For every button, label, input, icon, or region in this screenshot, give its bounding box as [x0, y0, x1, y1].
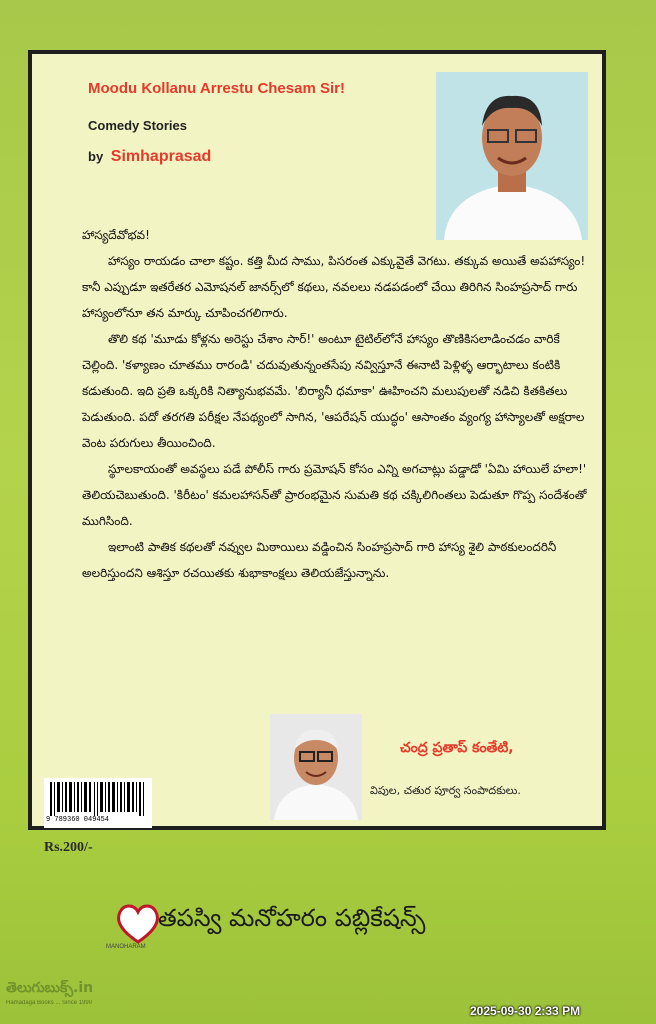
blurb-paragraph-1: హాస్యం రాయడం చాలా కష్టం. కత్తి మీద సాము, పిసరంత ఎక్కువైతే వెగటు. తక్కువ అయితే అపహాస్యం! కానీ ఎప్పుడూ ఇతరేతర ఎమోషనల్ జానర్స్‌లో కథలు, నవలలు నడపడంలో చేయి తిరిగిన సింహప్రసాద్ గారు హాస్యంలోనూ తన మార్కు చూపించగలిగారు.	[82, 254, 586, 320]
price-label: Rs.200/-	[44, 840, 93, 855]
blurb-paragraph-2: తొలి కథ 'మూడు కోళ్లను అరెస్టు చేశాం సార్!' అంటూ టైటిల్‌లోనే హాస్యం తొణికిసలాడించడం వారికే చెల్లింది. 'కళ్యాణం చూతము రారండి' చదువుతున్నంతసేపు నవ్విస్తూనే ఈనాటి పెళ్లిళ్ళ ఆర్భాటాలు కంటికి కడుతుంది. ఇది ప్రతి ఒక్కరికి నిత్యానుభవమే. 'బిర్యానీ ధమాకా' ఊహించని మలుపులతో నడిచి కితకితలు పెడుతుంది. పదో తరగతి పరీక్షల నేపథ్యంలో సాగిన, 'ఆపరేషన్ యుద్ధం' ఆసాంతం వ్యంగ్య హాస్యాలతో అక్షరాల వెంట పరుగులు తీయించింది.	[82, 332, 585, 450]
editor-photo	[270, 714, 362, 820]
book-title: Moodu Kollanu Arrestu Chesam Sir!	[88, 80, 345, 97]
signature-role: విపుల, చతుర పూర్వ సంపాదకులు.	[370, 784, 521, 797]
photo-timestamp: 2025-09-30 2:33 PM	[470, 1004, 581, 1018]
blurb-heading: హాస్యదేవోభవ!	[82, 228, 150, 242]
back-cover-panel	[28, 50, 606, 830]
author-photo	[436, 72, 588, 240]
isbn-number: 9 789360 049454	[46, 816, 110, 824]
watermark: తెలుగుబుక్స్.in	[6, 980, 94, 996]
signature-name: చంద్ర ప్రతాప్ కంతేటి,	[400, 740, 514, 756]
watermark-sub: Hamadaga Books ... Since 1990	[6, 1000, 93, 1006]
author-name: Simhaprasad	[110, 148, 212, 165]
blurb-paragraph-4: ఇలాంటి పాతిక కథలతో నవ్వుల మిఠాయిలు వడ్డించిన సింహప్రసాద్ గారి హాస్య శైలి పాఠకులందరినీ అలరిస్తుందని ఆశిస్తూ రచయితకు శుభాకాంక్షలు తెలియజేస్తున్నాను.	[82, 540, 557, 580]
blurb-text	[82, 222, 592, 586]
publisher-name: తపస్వి మనోహరం పబ్లికేషన్స్	[158, 904, 426, 932]
author-line	[88, 148, 211, 166]
publisher-logo-label: MANOHARAM	[106, 944, 146, 950]
by-label: by	[88, 149, 104, 164]
blurb-paragraph-3: స్థూలకాయంతో అవస్థలు పడే పోలీస్ గారు ప్రమోషన్ కోసం ఎన్ని అగచాట్లు పడ్డాడో 'ఏమి హాయిలే హలా!' తెలియచెబుతుంది. 'కిరీటం' కమలహాసన్‌తో ప్రారంభమైన సుమతి కథ చక్కిలిగింతలు పెడుతూ గొప్ప సందేశంతో ముగిసింది.	[82, 462, 587, 528]
book-subtitle: Comedy Stories	[88, 118, 187, 133]
